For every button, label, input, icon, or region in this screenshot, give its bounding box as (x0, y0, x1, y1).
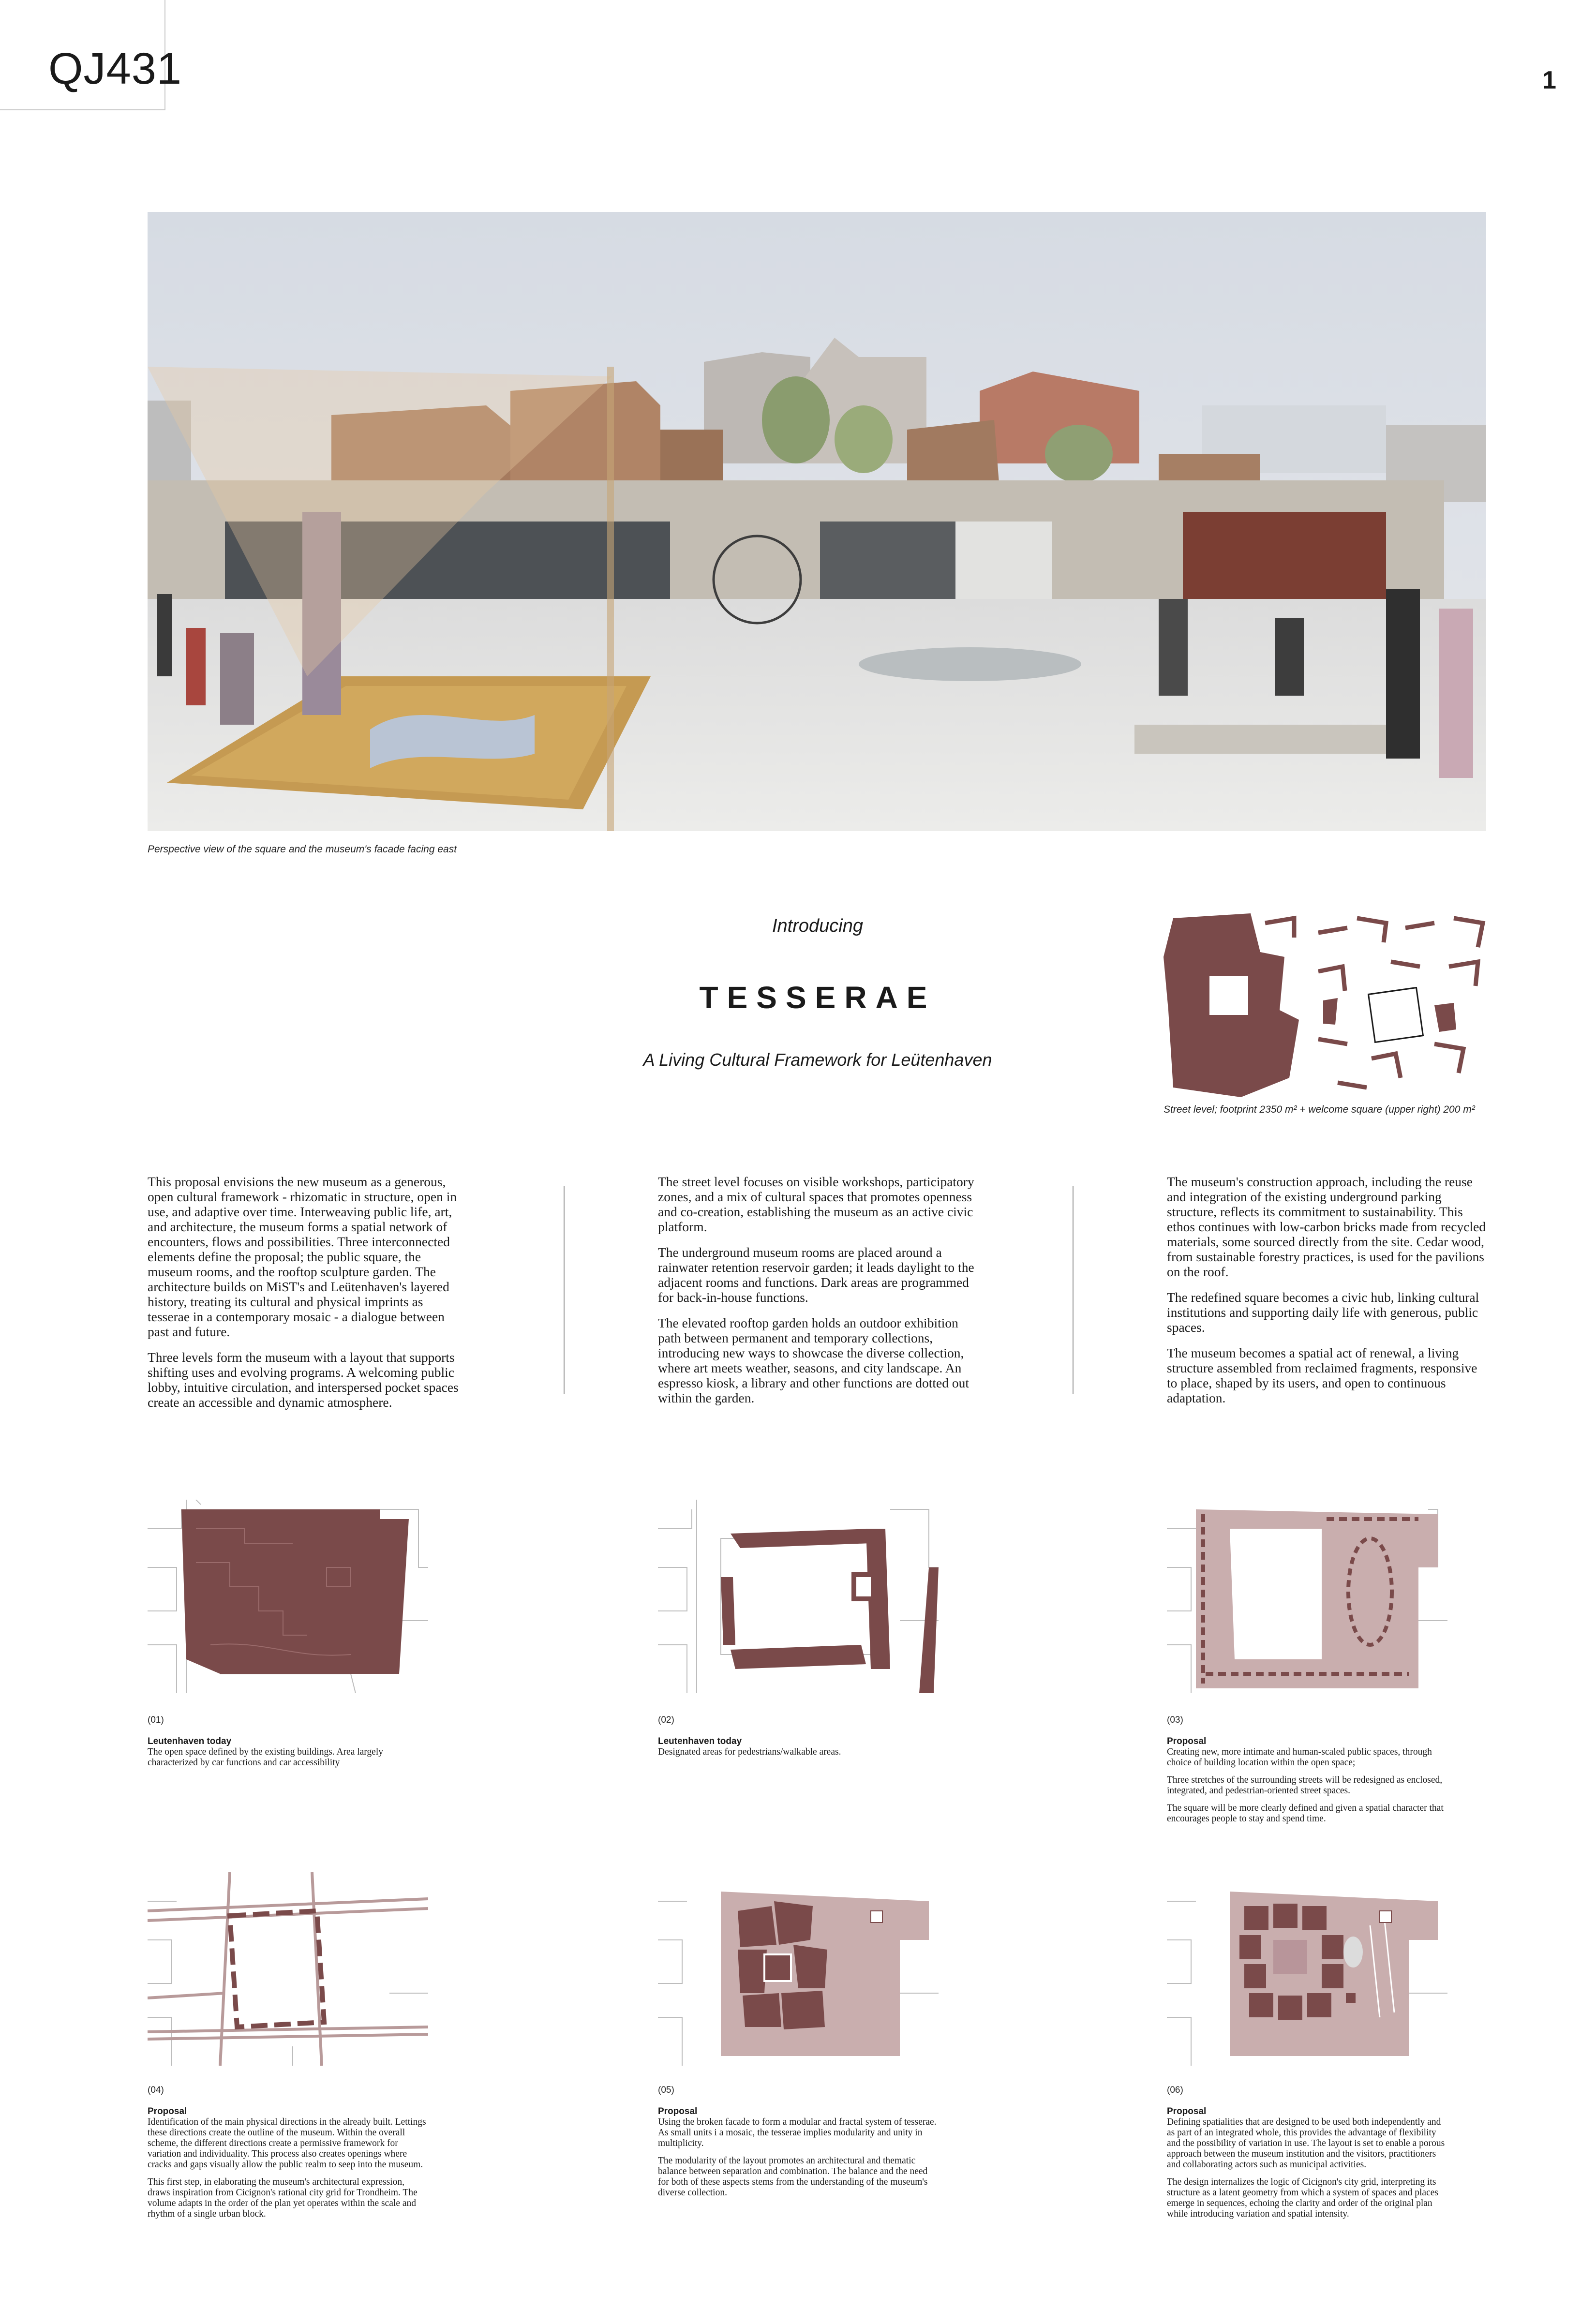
paragraph: The redefined square becomes a civic hub, linking cultural institutions and supporting daily life with generous, public spaces. (1167, 1290, 1479, 1335)
page-number: 1 (1542, 66, 1556, 94)
paragraph: The underground museum rooms are placed around a rainwater retention reservoir garden; it leads daylight to the adjacent rooms and functions. Dark areas are programmed for back-in-house functions. (658, 1245, 974, 1305)
figure-heading: Proposal (1167, 2106, 1207, 2116)
footprint-caption: Street level; footprint 2350 m² + welcome square (upper right) 200 m² (1163, 1104, 1475, 1115)
figure-paragraph: The open space defined by the existing buildings. Area largely characterized by car functions and car accessibility (148, 1747, 384, 1768)
text-column-2 (658, 1174, 977, 1416)
figure-number: (02) (658, 1715, 674, 1725)
text-column-1 (148, 1174, 467, 1420)
hero-caption: Perspective view of the square and the museum's facade facing east (148, 844, 457, 855)
paragraph: The elevated rooftop garden holds an outdoor exhibition path between permanent and temporary collections, introducing new ways to showcase the diverse collection, where art meets weather, seasons, and city landscape. An espresso kiosk, a library and other functions are dotted out within the garden. (658, 1315, 970, 1405)
figure-paragraph: Defining spatialities that are designed to be used both independently and as part of an integrated whole, this provides the advantage of flexibility and the possibility of variation in use. The layout is set to enable a porous approach between the museum institution and the visitors, practitioners and collaborating actors such as municipal activities. (1167, 2117, 1445, 2170)
site-map-03 (1167, 1500, 1447, 1693)
paragraph: This proposal envisions the new museum as a generous, open cultural framework - rhizomatic in structure, open in use, and adaptive over time. Interweaving public life, art, and architecture, the museum forms a spatial network of encounters, flows and possibilities. Three interconnected elements define the proposal; the public square, the museum rooms, and the rooftop sculpture garden. The architecture builds on MiST's and Leütenhaven's layered history, treating its cultural and physical imprints as tesserae in a contemporary mosaic - a dialogue between past and future. (148, 1174, 457, 1339)
figure-number: (04) (148, 2085, 164, 2095)
project-title: TESSERAE (699, 980, 936, 1015)
figure-number: (01) (148, 1715, 164, 1725)
paragraph: The museum's construction approach, including the reuse and integration of the existing underground parking structure, reflects its commitment to sustainability. This ethos continues with low-carbon bricks made from recycled materials, some sourced directly from the site. Cedar wood, from sustainable forestry practices, is used for the pavilions on the roof. (1167, 1174, 1486, 1279)
site-map-01 (148, 1500, 428, 1693)
site-map-04 (148, 1872, 428, 2066)
site-map-06 (1167, 1872, 1447, 2066)
figure-05-caption (658, 2085, 939, 2205)
figure-paragraph: The design internalizes the logic of Cicignon's city grid, interpreting its structure as a latent geometry from which a system of spaces and places emerge in sequences, echoing the clarity and order of the original plan while introducing variation and spatial intensity. (1167, 2177, 1438, 2219)
footprint-diagram (1163, 913, 1488, 1097)
figure-number: (03) (1167, 1715, 1183, 1725)
text-column-3 (1167, 1174, 1486, 1416)
figure-paragraph: Designated areas for pedestrians/walkable areas. (658, 1747, 841, 1757)
column-divider (564, 1186, 565, 1394)
paragraph: The museum becomes a spatial act of renewal, a living structure assembled from reclaimed fragments, responsive to place, shaped by its users, and open to continuous adaptation. (1167, 1345, 1477, 1405)
figure-paragraph: Identification of the main physical directions in the already built. Lettings these directions create the outline of the museum. Within the overall scheme, the different directions create a permissive framework for variation and individuality. This process also creates openings where cracks and gaps visually allow the public realm to seep into the museum. (148, 2117, 426, 2170)
site-map-02 (658, 1500, 939, 1693)
figure-06-caption (1167, 2085, 1447, 2226)
site-map-05 (658, 1872, 939, 2066)
figure-heading: Leutenhaven today (658, 1736, 742, 1746)
figure-heading: Leutenhaven today (148, 1736, 232, 1746)
figure-heading: Proposal (1167, 1736, 1207, 1746)
figure-paragraph: The square will be more clearly defined and given a spatial character that encourages people to stay and spend time. (1167, 1803, 1444, 1824)
figure-number: (06) (1167, 2085, 1183, 2095)
figure-heading: Proposal (658, 2106, 698, 2116)
figure-03-caption (1167, 1715, 1447, 1831)
figure-paragraph: Using the broken facade to form a modular and fractal system of tesserae. As small units i a mosaic, the tesserae implies modularity and unity in multiplicity. (658, 2117, 937, 2148)
paragraph: The street level focuses on visible workshops, participatory zones, and a mix of cultural spaces that promotes openness and co-creation, establishing the museum as an active civic platform. (658, 1174, 974, 1234)
paragraph: Three levels form the museum with a layout that supports shifting uses and evolving programs. A welcoming public lobby, intuitive circulation, and interspersed pocket spaces create an accessible and dynamic atmosphere. (148, 1350, 459, 1410)
intro-kicker: Introducing (772, 916, 863, 936)
figure-paragraph: Three stretches of the surrounding streets will be redesigned as enclosed, integrated, and pedestrian-oriented street spaces. (1167, 1775, 1443, 1796)
project-subtitle: A Living Cultural Framework for Leütenhaven (643, 1050, 992, 1070)
figure-paragraph: This first step, in elaborating the museum's architectural expression, draws inspiration from Cicignon's rational city grid for Trondheim. The volume adapts in the order of the plan yet operates within the scale and rhythm of a single urban block. (148, 2177, 418, 2219)
project-code: QJ431 (48, 44, 182, 93)
figure-paragraph: Creating new, more intimate and human-scaled public spaces, through choice of building location within the open space; (1167, 1747, 1432, 1768)
figure-paragraph: The modularity of the layout promotes an architectural and thematic balance between separation and combination. The balance and the need for both of these aspects stems from the understanding of the museum's diverse collection. (658, 2156, 928, 2198)
figure-02-caption (658, 1715, 939, 1764)
hero-perspective-image (148, 212, 1486, 831)
figure-heading: Proposal (148, 2106, 187, 2116)
figure-04-caption (148, 2085, 428, 2226)
figure-01-caption (148, 1715, 428, 1775)
figure-number: (05) (658, 2085, 674, 2095)
column-divider (1073, 1186, 1074, 1394)
